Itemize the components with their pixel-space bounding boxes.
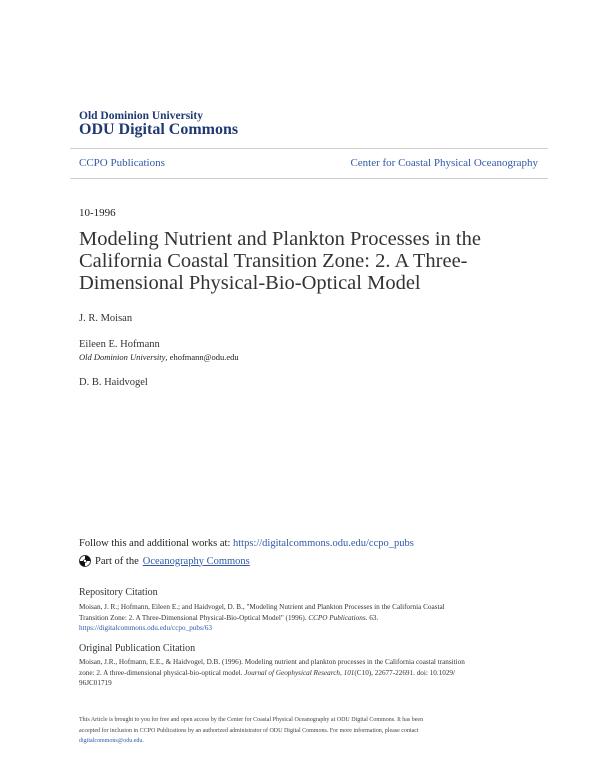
citation-line: [79, 668, 519, 679]
repository-name[interactable]: ODU Digital Commons: [79, 121, 239, 138]
follow-link[interactable]: https://digitalcommons.odu.edu/ccpo_pubs: [233, 538, 414, 549]
affiliation-name: Old Dominion University: [79, 352, 166, 362]
contact-email-link[interactable]: digitalcommons@odu.edu: [79, 738, 143, 744]
author-name: D. B. Haidvogel: [79, 377, 148, 388]
affiliation-email: , ehofmann@odu.edu: [165, 352, 239, 362]
citation-line: [79, 623, 519, 634]
citation-line: Moisan, J. R.; Hofmann, Eileen E.; and Haidvogel, D. B., "Modeling Nutrient and Plankton Processes in the California Coastal: [79, 603, 445, 611]
footer-line: [79, 736, 519, 747]
citation-line: Moisan, J.R., Hofmann, E.E., & Haidvogel, D.B. (1996). Modeling nutrient and plankton processes in the California coastal transition: [79, 658, 465, 666]
author-affiliation: [79, 352, 239, 362]
oceanography-commons-link[interactable]: Oceanography Commons: [142, 555, 250, 567]
citation-line: 96JC01719: [79, 679, 112, 687]
university-name: Old Dominion University: [79, 110, 203, 122]
publication-date: 10-1996: [79, 207, 116, 219]
repository-citation-text: [79, 602, 519, 634]
citation-url-link[interactable]: https://digitalcommons.odu.edu/ccpo_pubs/63: [79, 624, 212, 632]
follow-line: [79, 538, 414, 549]
citation-segment: Transition Zone: 2. A Three-Dimensional Physical-Bio-Optical Model" (1996).: [79, 613, 309, 622]
footer-line: accepted for inclusion in CCPO Publications by an authorized administrator of ODU Digital Commons. For more information, please contact: [79, 727, 419, 734]
footer-end: .: [142, 738, 144, 744]
citation-journal: Journal of Geophysical Research, 101: [244, 668, 355, 677]
repository-citation-heading: Repository Citation: [79, 587, 158, 598]
article-title: Modeling Nutrient and Plankton Processes in the California Coastal Transition Zone: 2. A Three-Dimensional Physical-Bio-Optical Model: [79, 228, 481, 294]
citation-segment: (C10), 22677-22691. doi: 10.1029/: [354, 668, 456, 677]
author-name: Eileen E. Hofmann: [79, 339, 160, 350]
citation-series: CCPO Publications: [308, 613, 366, 622]
citation-segment: zone: 2. A three-dimensional physical-bio-optical model.: [79, 668, 245, 677]
follow-prefix: Follow this and additional works at:: [79, 538, 233, 549]
part-of-line: [79, 555, 250, 567]
author-name: J. R. Moisan: [79, 313, 133, 324]
citation-segment: . 63.: [365, 613, 379, 622]
collection-link-center[interactable]: Center for Coastal Physical Oceanography: [350, 157, 538, 169]
citation-line: [79, 613, 519, 624]
footer-line: This Article is brought to you for free and open access by the Center for Coastal Physical Oceanography at ODU Digital Commons. It has been: [79, 717, 424, 723]
original-citation-text: [79, 657, 519, 689]
part-of-prefix: Part of the: [95, 555, 139, 567]
top-divider: [70, 148, 548, 149]
commons-network-icon: [79, 555, 91, 567]
footer-notice: [79, 715, 519, 747]
bottom-divider: [70, 178, 548, 179]
original-citation-heading: Original Publication Citation: [79, 643, 196, 654]
collection-link-ccpo[interactable]: CCPO Publications: [79, 157, 165, 169]
